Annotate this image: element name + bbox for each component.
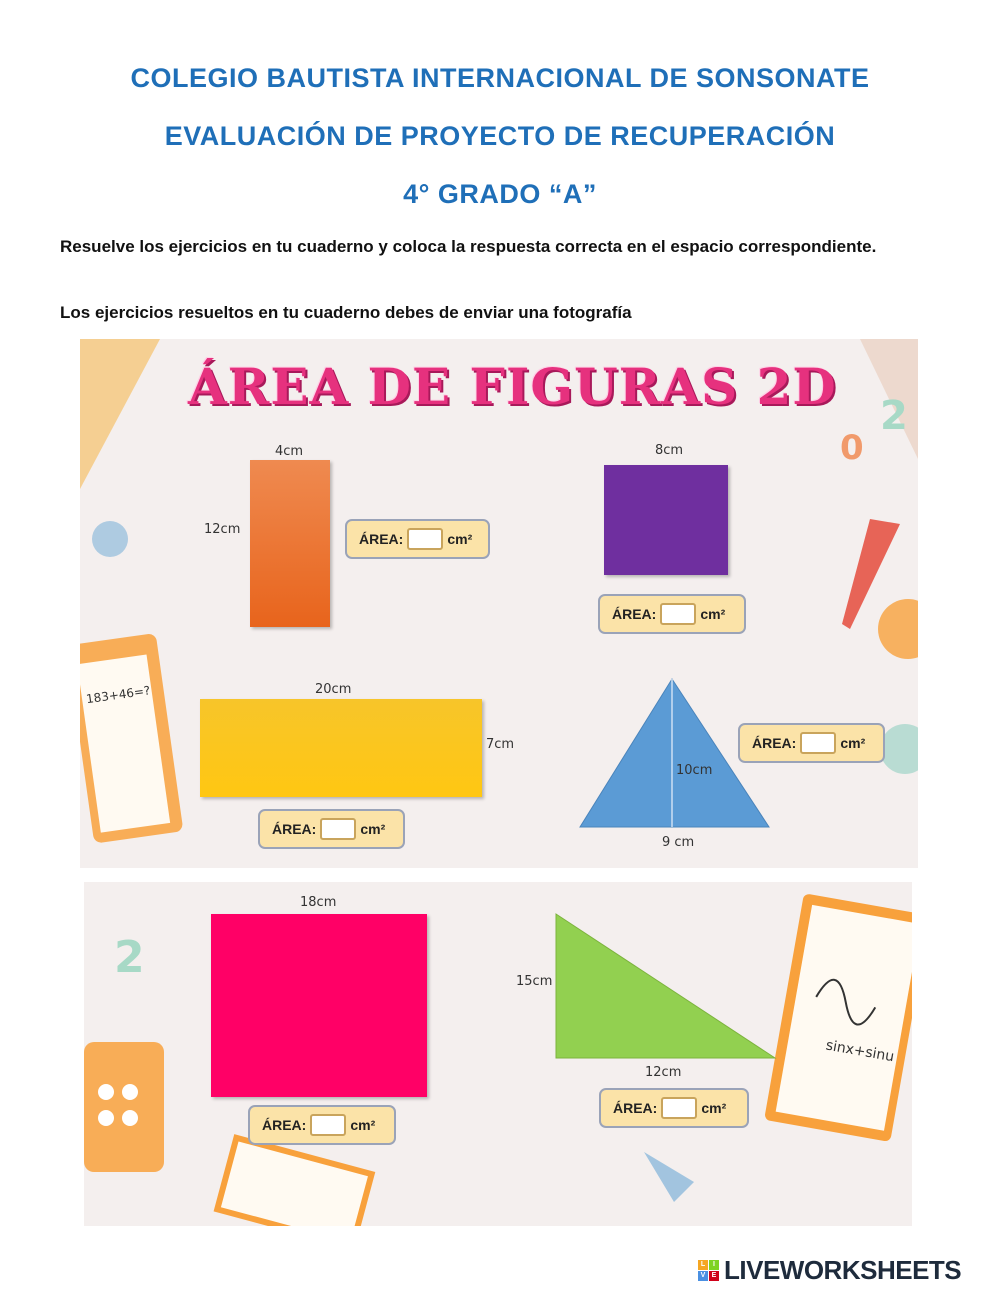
- area-unit: cm²: [840, 735, 866, 751]
- green-triangle-base-label: 12cm: [645, 1065, 682, 1080]
- grade-title: 4° GRADO “A”: [403, 179, 597, 209]
- decorative-background: [84, 882, 912, 1226]
- area-label: ÁREA:: [752, 735, 797, 751]
- svg-text:183+46=?: 183+46=?: [85, 683, 152, 707]
- area-label: ÁREA:: [612, 606, 657, 622]
- school-title: COLEGIO BAUTISTA INTERNACIONAL DE SONSONATE: [130, 63, 870, 93]
- green-triangle: [554, 912, 778, 1060]
- green-triangle-height-label: 15cm: [516, 974, 553, 989]
- area-label: ÁREA:: [613, 1100, 658, 1116]
- area-unit: cm²: [701, 1100, 727, 1116]
- answer-input-purple-square[interactable]: [660, 603, 696, 625]
- area-unit: cm²: [447, 531, 473, 547]
- liveworksheets-brand: LIVEWORKSHEETS: [724, 1254, 962, 1285]
- yellow-rectangle: [200, 699, 482, 797]
- svg-text:2: 2: [114, 932, 145, 983]
- worksheet-panel-1: [80, 339, 918, 868]
- area-box-purple-square: [598, 594, 746, 634]
- orange-rectangle: [250, 460, 330, 627]
- pink-square: [211, 914, 427, 1097]
- evaluation-title: EVALUACIÓN DE PROYECTO DE RECUPERACIÓN: [164, 121, 836, 151]
- purple-square: [604, 465, 728, 575]
- answer-input-pink-square[interactable]: [310, 1114, 346, 1136]
- area-box-blue-triangle: [738, 723, 885, 763]
- yellow-rect-height-label: 7cm: [486, 737, 515, 752]
- area-unit: cm²: [700, 606, 726, 622]
- answer-input-orange-rectangle[interactable]: [407, 528, 443, 550]
- svg-text:sinx+sinu: sinx+sinu: [824, 1037, 896, 1066]
- answer-input-blue-triangle[interactable]: [800, 732, 836, 754]
- worksheet-title: ÁREA DE FIGURAS 2D: [188, 357, 837, 416]
- area-box-yellow-rectangle: [258, 809, 405, 849]
- blue-triangle-height-label: 10cm: [676, 763, 713, 778]
- area-box-orange-rectangle: [345, 519, 490, 559]
- pink-square-width-label: 18cm: [300, 895, 337, 910]
- svg-text:2: 2: [880, 393, 908, 439]
- yellow-rect-width-label: 20cm: [315, 682, 352, 697]
- answer-input-yellow-rectangle[interactable]: [320, 818, 356, 840]
- area-label: ÁREA:: [272, 821, 317, 837]
- area-box-pink-square: [248, 1105, 396, 1145]
- blue-triangle-base-label: 9 cm: [662, 835, 695, 850]
- area-label: ÁREA:: [359, 531, 404, 547]
- answer-input-green-triangle[interactable]: [661, 1097, 697, 1119]
- orange-rect-width-label: 4cm: [275, 444, 304, 459]
- liveworksheets-logo-icon: L I V E: [698, 1260, 719, 1281]
- area-box-green-triangle: [599, 1088, 749, 1128]
- orange-rect-height-label: 12cm: [204, 522, 241, 537]
- worksheet-panel-2: [84, 882, 912, 1226]
- liveworksheets-logo: [698, 1255, 961, 1285]
- area-label: ÁREA:: [262, 1117, 307, 1133]
- area-unit: cm²: [350, 1117, 376, 1133]
- instructions-photo-text: Los ejercicios resueltos en tu cuaderno debes de enviar una fotografía: [60, 303, 632, 322]
- instructions-text: Resuelve los ejercicios en tu cuaderno y coloca la respuesta correcta en el espacio correspondiente.: [60, 237, 877, 256]
- purple-square-width-label: 8cm: [655, 443, 684, 458]
- area-unit: cm²: [360, 821, 386, 837]
- svg-text:0: 0: [840, 428, 864, 468]
